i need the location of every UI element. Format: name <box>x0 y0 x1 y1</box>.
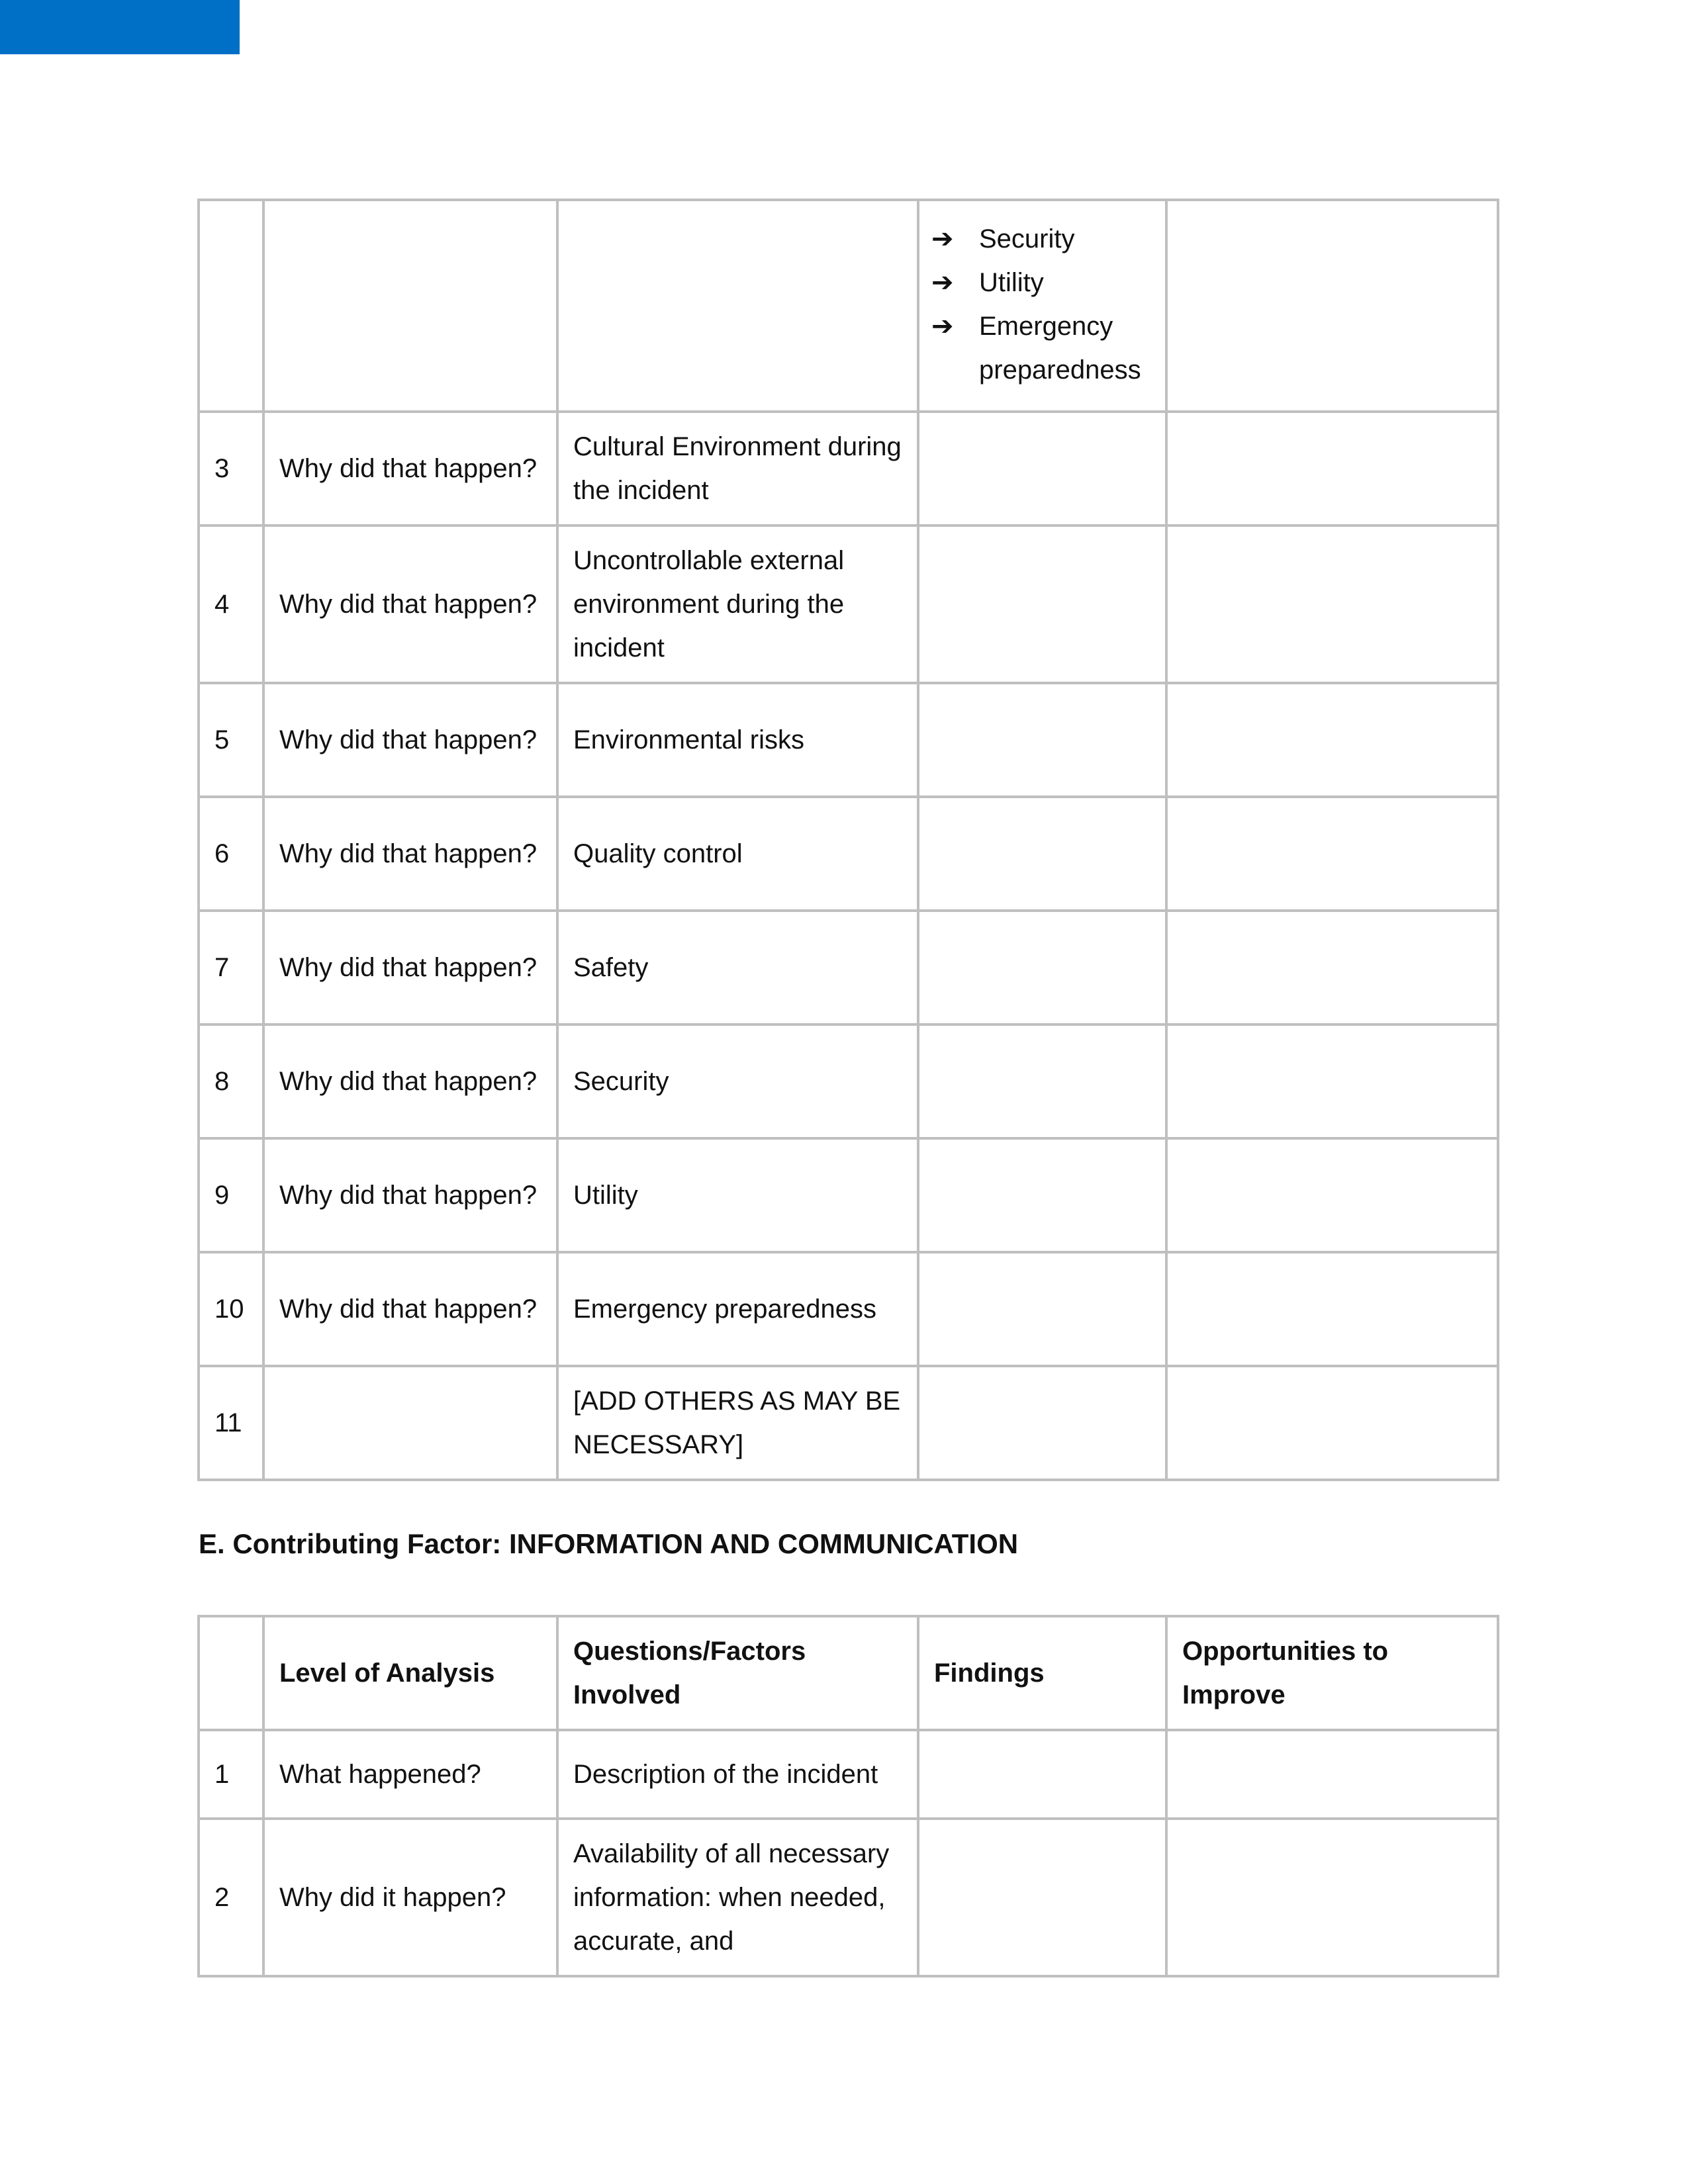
cell-factor: [ADD OTHERS AS MAY BE NECESSARY] <box>557 1366 918 1480</box>
cell-findings <box>918 200 1166 412</box>
table-row <box>199 1024 1498 1138</box>
cell-num: 3 <box>199 412 263 525</box>
cell-opportunities[interactable] <box>1166 1252 1498 1366</box>
cell-level: Why did it happen? <box>263 1819 557 1976</box>
table-row <box>199 1730 1498 1819</box>
findings-bullet-list <box>931 217 1160 392</box>
cell-num <box>199 200 263 412</box>
cell-findings[interactable] <box>918 911 1166 1024</box>
cell-level: Why did that happen? <box>263 412 557 525</box>
header-level: Level of Analysis <box>263 1616 557 1730</box>
cell-findings[interactable] <box>918 683 1166 797</box>
cell-factor: Security <box>557 1024 918 1138</box>
cell-factor: Utility <box>557 1138 918 1252</box>
cell-num: 2 <box>199 1819 263 1976</box>
table-contributing-factor-e <box>197 1615 1499 1978</box>
table-row <box>199 1252 1498 1366</box>
cell-findings[interactable] <box>918 412 1166 525</box>
bullet-text: Security <box>979 224 1075 253</box>
header-factor: Questions/Factors Involved <box>557 1616 918 1730</box>
cell-level: Why did that happen? <box>263 1024 557 1138</box>
cell-findings[interactable] <box>918 1024 1166 1138</box>
section-title: E. Contributing Factor: INFORMATION AND COMMUNICATION <box>199 1528 1019 1559</box>
table-row <box>199 525 1498 683</box>
cell-level: Why did that happen? <box>263 525 557 683</box>
right-arrow-icon: ➔ <box>931 224 954 253</box>
cell-opportunities[interactable] <box>1166 911 1498 1024</box>
right-arrow-icon: ➔ <box>931 268 954 297</box>
cell-factor: Safety <box>557 911 918 1024</box>
list-item <box>931 304 1160 392</box>
cell-findings[interactable] <box>918 1252 1166 1366</box>
cell-opportunities[interactable] <box>1166 525 1498 683</box>
table-contributing-factor-d <box>197 199 1499 1481</box>
cell-num: 11 <box>199 1366 263 1480</box>
cell-num: 4 <box>199 525 263 683</box>
cell-factor: Environmental risks <box>557 683 918 797</box>
cell-level <box>263 200 557 412</box>
cell-factor <box>557 200 918 412</box>
cell-num: 8 <box>199 1024 263 1138</box>
cell-factor: Quality control <box>557 797 918 911</box>
cell-level: What happened? <box>263 1730 557 1819</box>
table-row <box>199 683 1498 797</box>
cell-factor: Cultural Environment during the incident <box>557 412 918 525</box>
table-row <box>199 797 1498 911</box>
bullet-text: Emergency preparedness <box>979 312 1141 385</box>
cell-factor: Availability of all necessary information: when needed, accurate, and <box>557 1819 918 1976</box>
list-item <box>931 261 1160 304</box>
cell-findings[interactable] <box>918 1730 1166 1819</box>
table-row <box>199 1819 1498 1976</box>
cell-opportunities[interactable] <box>1166 1819 1498 1976</box>
header-opportunities: Opportunities to Improve <box>1166 1616 1498 1730</box>
cell-num: 9 <box>199 1138 263 1252</box>
table-header-row <box>199 1616 1498 1730</box>
cell-opportunities[interactable] <box>1166 683 1498 797</box>
cell-opportunities <box>1166 200 1498 412</box>
cell-num: 1 <box>199 1730 263 1819</box>
table-row <box>199 412 1498 525</box>
right-arrow-icon: ➔ <box>931 312 954 341</box>
table-row <box>199 911 1498 1024</box>
cell-level: Why did that happen? <box>263 911 557 1024</box>
cell-num: 6 <box>199 797 263 911</box>
cell-factor: Uncontrollable external environment during the incident <box>557 525 918 683</box>
bullet-text: Utility <box>979 268 1044 297</box>
cell-opportunities[interactable] <box>1166 1138 1498 1252</box>
header-accent-bar <box>0 0 240 54</box>
cell-opportunities[interactable] <box>1166 797 1498 911</box>
cell-findings[interactable] <box>918 1366 1166 1480</box>
cell-num: 7 <box>199 911 263 1024</box>
cell-level: Why did that happen? <box>263 1252 557 1366</box>
header-findings: Findings <box>918 1616 1166 1730</box>
list-item <box>931 217 1160 261</box>
cell-opportunities[interactable] <box>1166 1024 1498 1138</box>
cell-findings[interactable] <box>918 525 1166 683</box>
cell-level: Why did that happen? <box>263 797 557 911</box>
table-row <box>199 1138 1498 1252</box>
cell-opportunities[interactable] <box>1166 1366 1498 1480</box>
cell-factor: Description of the incident <box>557 1730 918 1819</box>
cell-findings[interactable] <box>918 797 1166 911</box>
cell-num: 5 <box>199 683 263 797</box>
cell-num: 10 <box>199 1252 263 1366</box>
cell-findings[interactable] <box>918 1138 1166 1252</box>
cell-factor: Emergency preparedness <box>557 1252 918 1366</box>
table-row <box>199 1366 1498 1480</box>
cell-opportunities[interactable] <box>1166 412 1498 525</box>
header-num <box>199 1616 263 1730</box>
cell-opportunities[interactable] <box>1166 1730 1498 1819</box>
cell-level: Why did that happen? <box>263 683 557 797</box>
cell-level: Why did that happen? <box>263 1138 557 1252</box>
table-row-continuation <box>199 200 1498 412</box>
cell-level <box>263 1366 557 1480</box>
cell-findings[interactable] <box>918 1819 1166 1976</box>
